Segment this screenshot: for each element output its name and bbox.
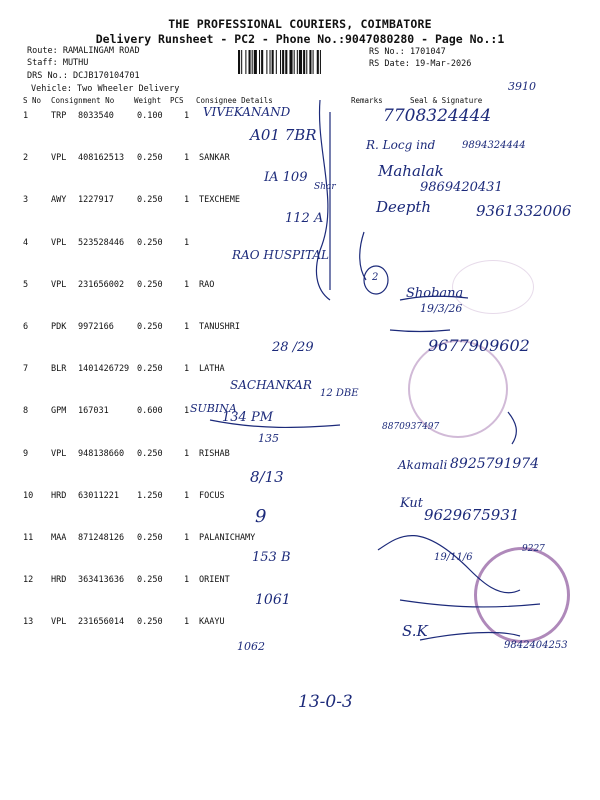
hw-row10-signature: Kut — [400, 496, 424, 511]
row-weight: 0.250 — [137, 617, 163, 628]
row-prefix: TRP — [51, 111, 67, 121]
hw-row5-signature: Shobana — [406, 286, 464, 301]
row-sno: 7 — [23, 364, 29, 375]
row-sno: 2 — [23, 153, 29, 164]
hw-row1-note: A01 7BR — [250, 126, 317, 144]
hw-row3-phone2: 9361332006 — [476, 202, 572, 220]
row-pcs: 1 — [184, 111, 190, 121]
row-sno: 11 — [23, 533, 34, 543]
row-prefix: VPL — [51, 279, 67, 290]
row-pcs: 1 — [184, 448, 190, 459]
row-consignment-no: 1401426729 — [78, 364, 130, 375]
row-prefix: AWY — [51, 195, 67, 206]
row-weight: 1.250 — [137, 490, 163, 501]
row-pcs: 1 — [184, 533, 190, 543]
hw-row8-note: SUBINA — [190, 402, 237, 415]
row-consignment-no: 8033540 — [78, 111, 114, 121]
col-seal: Seal & Signature — [410, 96, 483, 105]
row-consignee: RISHAB — [199, 448, 230, 459]
row-prefix: VPL — [51, 617, 67, 628]
hw-row12-note: 1061 — [255, 592, 291, 608]
row-weight: 0.250 — [137, 533, 163, 543]
row-consignee: KAAYU — [199, 617, 225, 628]
row-weight: 0.250 — [137, 279, 163, 290]
row-sno: 4 — [23, 237, 29, 248]
hw-row3-signature: Deepth — [376, 198, 432, 216]
row-consignee: LATHA — [199, 364, 225, 375]
hw-row13-note: 1062 — [237, 640, 265, 653]
staff-label: Staff: MUTHU — [27, 58, 89, 68]
row-pcs: 1 — [184, 153, 190, 164]
hw-row10-note: 9 — [255, 506, 267, 527]
hw-row3-phone: 9869420431 — [420, 180, 503, 195]
col-remarks: Remarks — [351, 96, 383, 105]
row-weight: 0.250 — [137, 195, 163, 206]
row-consignment-no: 63011221 — [78, 490, 119, 501]
rs-date: RS Date: 19-Mar-2026 — [369, 59, 472, 69]
row-prefix: HRD — [51, 575, 67, 586]
row-consignment-no: 231656002 — [78, 279, 125, 290]
hw-row8-phone: 8870937497 — [382, 422, 440, 432]
hw-row13-phone: 9842404253 — [504, 640, 568, 651]
hw-row9-note: 8/13 — [250, 468, 284, 486]
row-pcs: 1 — [184, 575, 190, 586]
hw-row1-name: VIVEKANAND — [203, 105, 291, 119]
hw-row3-note: 112 A — [285, 211, 324, 226]
hw-row10-phone: 9629675931 — [424, 506, 520, 524]
row-pcs: 1 — [184, 617, 190, 628]
row-consignee: ORIENT — [199, 575, 230, 586]
company-title: THE PROFESSIONAL COURIERS, COIMBATORE — [168, 17, 432, 31]
row-prefix: BLR — [51, 364, 67, 375]
row-consignment-no: 363413636 — [78, 575, 125, 586]
col-weight: Weight — [134, 96, 162, 105]
row-prefix: HRD — [51, 490, 67, 501]
hw-row2-phone: 9894324444 — [462, 140, 526, 151]
row-pcs: 1 — [184, 322, 190, 332]
hw-row4-note: RAO HUSPITAL — [232, 248, 329, 262]
hw-row5-date: 19/3/26 — [420, 302, 463, 315]
vehicle-label: Vehicle: Two Wheeler Delivery — [31, 84, 180, 94]
row-weight: 0.250 — [137, 364, 163, 375]
hw-corner-number: 3910 — [508, 80, 536, 93]
hw-row13-signature: S.K — [402, 622, 428, 640]
hw-row2-note2: Shar — [314, 182, 336, 192]
hw-row9-phone: 8925791974 — [450, 456, 540, 472]
hw-row8-note2: 134 PM — [222, 410, 274, 425]
hw-bottom-note: 13-0-3 — [298, 692, 353, 712]
row-sno: 3 — [23, 195, 29, 206]
row-prefix: VPL — [51, 237, 67, 248]
row-consignee: TANUSHRI — [199, 322, 240, 332]
row-weight: 0.250 — [137, 322, 163, 332]
hw-row6-note: 28 /29 — [272, 340, 314, 355]
row-consignee: TEXCHEME — [199, 195, 240, 206]
row-consignee: RAO — [199, 279, 215, 290]
row-sno: 9 — [23, 448, 29, 459]
row-sno: 10 — [23, 490, 34, 501]
row-consignment-no: 1227917 — [78, 195, 114, 206]
row-weight: 0.250 — [137, 575, 163, 586]
hw-row6-phone: 9677909602 — [428, 336, 530, 355]
row-consignee: SANKAR — [199, 153, 230, 164]
row-pcs: 1 — [184, 195, 190, 206]
drs-number: DRS No.: DCJB170104701 — [27, 71, 140, 81]
row-weight: 0.250 — [137, 153, 163, 164]
row-prefix: PDK — [51, 322, 67, 332]
row-consignment-no: 231656014 — [78, 617, 125, 628]
hw-row11-phone: 9227 — [522, 544, 545, 554]
hw-row5-circle: 2 — [372, 272, 379, 283]
row-consignment-no: 167031 — [78, 406, 109, 417]
row-consignee: PALANICHAMY — [199, 533, 256, 543]
hw-row2-note: IA 109 — [264, 170, 308, 185]
route-label: Route: RAMALINGAM ROAD — [27, 46, 140, 56]
row-prefix: VPL — [51, 153, 67, 164]
hw-row11-note: 153 B — [252, 550, 291, 565]
row-sno: 13 — [23, 617, 34, 628]
col-consignee: Consignee Details — [196, 96, 273, 105]
row-pcs: 1 — [184, 279, 190, 290]
row-sno: 12 — [23, 575, 34, 586]
row-pcs: 1 — [184, 490, 190, 501]
row-consignment-no: 871248126 — [78, 533, 125, 543]
row-pcs: 1 — [184, 364, 190, 375]
col-pcs: PCS — [170, 96, 184, 105]
row-sno: 1 — [23, 111, 29, 121]
row-consignment-no: 948138660 — [78, 448, 125, 459]
row-prefix: MAA — [51, 533, 67, 543]
hw-row11-date: 19/11/6 — [434, 552, 473, 563]
row-consignment-no: 523528446 — [78, 237, 125, 248]
row-weight: 0.100 — [137, 111, 163, 121]
hw-row7-note: SACHANKAR — [230, 378, 312, 392]
rs-number: RS No.: 1701047 — [369, 47, 446, 57]
runsheet-subtitle: Delivery Runsheet - PC2 - Phone No.:9047080280 - Page No.:1 — [95, 32, 505, 46]
hw-row3-name: Mahalak — [378, 162, 444, 180]
row-consignee: FOCUS — [199, 490, 225, 501]
row-weight: 0.250 — [137, 237, 163, 248]
row-pcs: 1 — [184, 406, 190, 417]
hw-row1-phone: 7708324444 — [383, 106, 492, 126]
row-weight: 0.250 — [137, 448, 163, 459]
row-prefix: GPM — [51, 406, 67, 417]
row-prefix: VPL — [51, 448, 67, 459]
row-weight: 0.600 — [137, 406, 163, 417]
row-pcs: 1 — [184, 237, 190, 248]
row-sno: 5 — [23, 279, 29, 290]
row-consignment-no: 9972166 — [78, 322, 114, 332]
row-sno: 6 — [23, 322, 29, 332]
hw-row7-note2: 12 DBE — [320, 388, 359, 399]
hw-row8-note3: 135 — [258, 432, 279, 445]
row-consignment-no: 408162513 — [78, 153, 125, 164]
hw-row2-signature: R. Locg ind — [366, 138, 436, 152]
col-sno: S No — [23, 96, 42, 105]
row-sno: 8 — [23, 406, 29, 417]
col-consignment: Consignment No — [51, 96, 115, 105]
hw-row9-signature: Akamali — [398, 458, 448, 472]
